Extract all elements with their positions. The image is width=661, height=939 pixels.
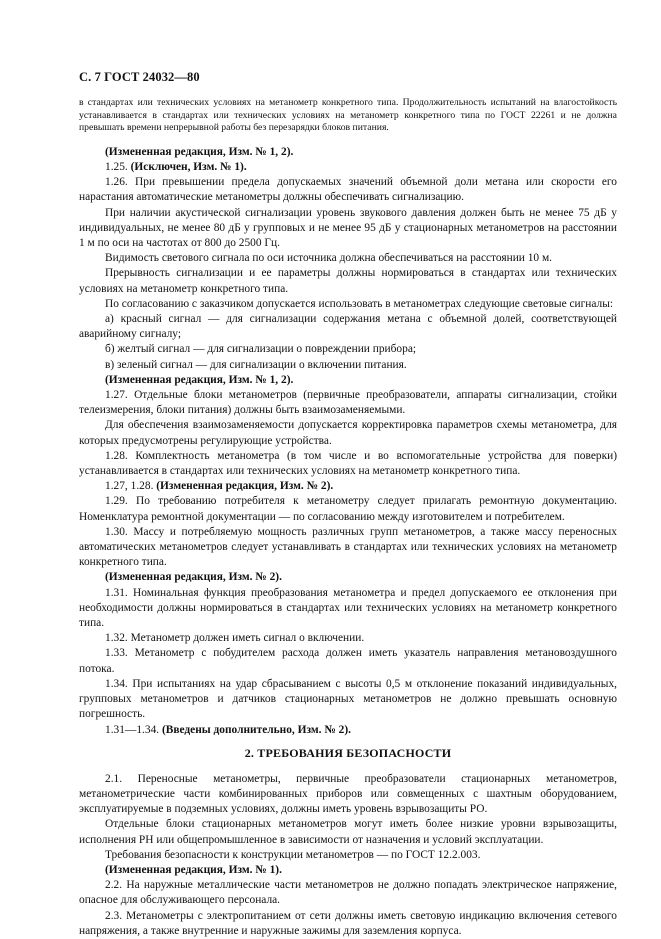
section-title: 2. ТРЕБОВАНИЯ БЕЗОПАСНОСТИ: [244, 745, 452, 760]
clause-paragraph: 2.3. Метанометры с электропитанием от сети должны иметь световую индикацию включения сетевого напряжения, а также внутренние и наружные зажимы для заземления корпуса.: [79, 909, 617, 937]
clause-number: 1.27, 1.28.: [105, 480, 157, 493]
clause-paragraph: Видимость светового сигнала по оси источника должна обеспечиваться на расстоянии 10 м.: [105, 252, 553, 265]
clause-number: 1.25.: [105, 160, 131, 173]
continuation-paragraph: в стандартах или технических условиях на метанометр конкретного типа. Продолжительность испытаний на влагостойкость устанавливается в стандартах или технических условиях на метанометр конкретного типа по ГОСТ 22261 и не должна превышать времени непрерывной работы без перезарядки блоков питания.: [79, 97, 617, 134]
page-header: С. 7 ГОСТ 24032—80: [79, 70, 200, 84]
amendment-note: (Измененная редакция, Изм. № 1).: [105, 863, 282, 876]
clause-paragraph: Прерывность сигнализации и ее параметры должны нормироваться в стандартах или технических условиях на метанометр конкретного типа.: [79, 267, 617, 295]
amendment-note: (Измененная редакция, Изм. № 1, 2).: [105, 373, 294, 386]
clause-paragraph: 1.34. При испытаниях на удар сбрасыванием с высоты 0,5 м отклонение показаний индивидуальных, групповых метанометров и датчиков стационарных метанометров не должно превышать основную погрешность.: [79, 677, 617, 721]
amendment-note: (Измененная редакция, Изм. № 2).: [156, 480, 334, 493]
amendment-note: (Измененная редакция, Изм. № 1, 2).: [105, 145, 294, 158]
clause-paragraph: Для обеспечения взаимозаменяемости допускается корректировка параметров схемы метанометра, для которых предусмотрены регулирующие устройства.: [79, 419, 617, 447]
clause-paragraph: 1.32. Метанометр должен иметь сигнал о включении.: [105, 632, 365, 645]
clause-paragraph: 1.29. По требованию потребителя к метанометру следует прилагать ремонтную документацию. Номенклатура ремонтной документации — по согласованию между изготовителем и потребителем.: [79, 495, 617, 523]
amendment-note: (Измененная редакция, Изм. № 2).: [105, 571, 282, 584]
clause-paragraph: Отдельные блоки стационарных метанометров могут иметь более низкие уровни взрывозащиты, исполнения РН или общепромышленное в зависимости от назначения и условий эксплуатации.: [79, 818, 617, 846]
clause-paragraph: 2.1. Переносные метанометры, первичные преобразователи стационарных метанометров, метанометрические части комбинированных приборов или совмещенных с шахтным оборудованием, эксплуатируемые в подземных условиях, должны иметь уровень взрывозащиты РО.: [79, 772, 617, 816]
clause-paragraph: 1.30. Массу и потребляемую мощность различных групп метанометров, а также массу переносных автоматических метанометров следует устанавливать в стандартах или технических условиях на метанометр конкретного типа.: [79, 525, 617, 569]
clause-paragraph: б) желтый сигнал — для сигнализации о повреждении прибора;: [105, 343, 417, 356]
clause-paragraph: в) зеленый сигнал — для сигнализации о включении питания.: [105, 358, 407, 371]
clause-paragraph: Требования безопасности к конструкции метанометров — по ГОСТ 12.2.003.: [105, 848, 481, 861]
clause-paragraph: 1.28. Комплектность метанометра (в том числе и во вспомогательные устройства для поверки) устанавливается в стандартах или технических условиях на метанометр конкретного типа.: [79, 449, 617, 478]
clause-number: 1.31—1.34.: [105, 723, 162, 736]
amendment-note: (Исключен, Изм. № 1).: [130, 160, 247, 173]
clause-paragraph: [79, 160, 617, 175]
clauses-section-1: [79, 145, 617, 738]
clause-paragraph: 1.31. Номинальная функция преобразования метанометра и предел допускаемого ее отклонения при необходимости должны нормироваться в стандартах или технических условиях на метанометр конкретного типа.: [79, 586, 617, 630]
clause-paragraph: 2.2. На наружные металлические части метанометров не должно попадать электрическое напряжение, опасное для обслуживающего персонала.: [79, 879, 617, 907]
clause-paragraph: 1.33. Метанометр с побудителем расхода должен иметь указатель направления метановоздушного потока.: [79, 647, 617, 675]
clause-paragraph: При наличии акустической сигнализации уровень звукового давления должен быть не менее 75 дБ у индивидуальных, не менее 80 дБ у групповых и не менее 95 дБ у стационарных метанометров на расстоянии 1 м по оси на частотах от 800 до 2500 Гц.: [79, 206, 617, 249]
clause-paragraph: 1.26. При превышении предела допускаемых значений объемной доли метана или скорости его нарастания автоматические метанометры должны обеспечивать сигнализацию.: [79, 176, 617, 204]
amendment-note: (Введены дополнительно, Изм. № 2).: [161, 723, 351, 736]
clause-paragraph: [79, 479, 617, 494]
clause-paragraph: [79, 723, 617, 738]
clause-paragraph: 1.27. Отдельные блоки метанометров (первичные преобразователи, аппараты сигнализации, стойки телеизмерения, блоки питания) должны быть взаимозаменяемыми.: [79, 389, 617, 417]
clause-paragraph: а) красный сигнал — для сигнализации содержания метана с объемной долей, соответствующей аварийному сигналу;: [79, 313, 617, 341]
clauses-section-2: [79, 772, 617, 939]
clause-paragraph: По согласованию с заказчиком допускается использовать в метанометрах следующие световые сигналы:: [105, 297, 614, 310]
body-text: [79, 97, 617, 939]
